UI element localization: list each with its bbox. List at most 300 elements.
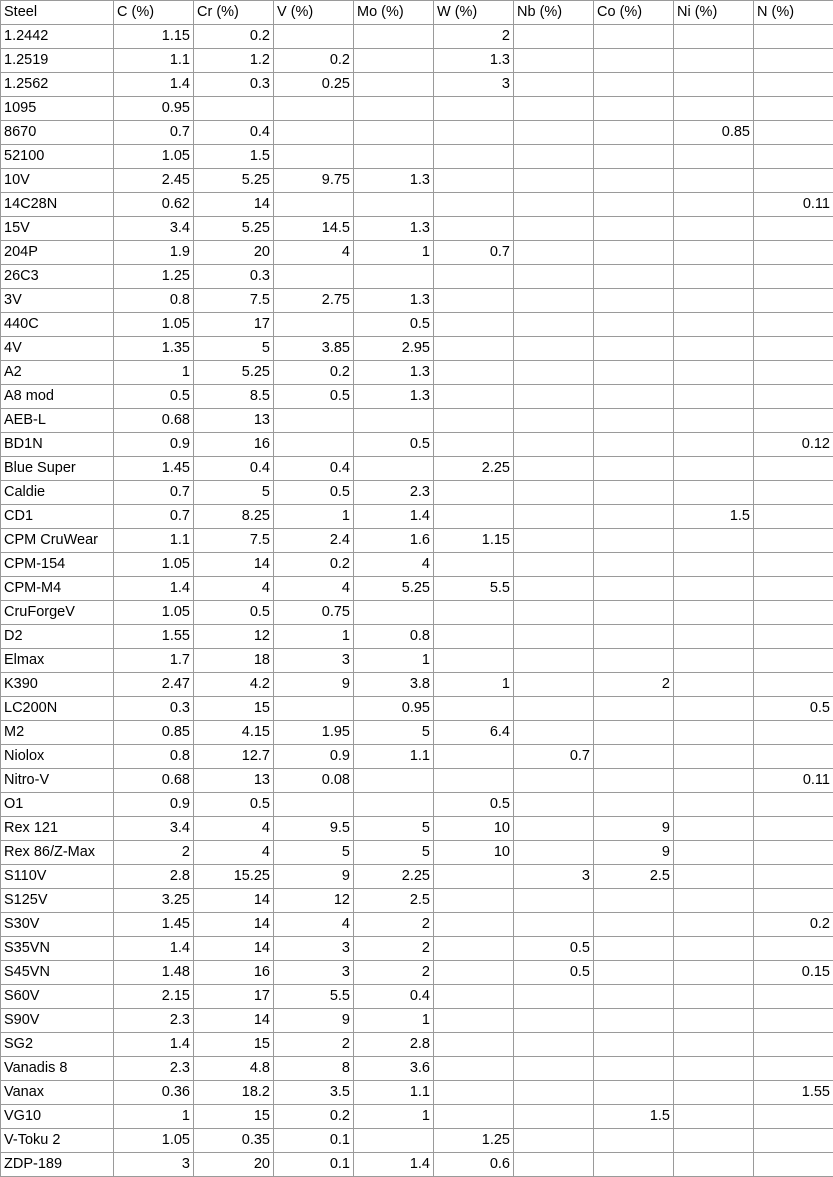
nickel-cell[interactable] [674,361,754,385]
niobium-cell[interactable] [514,193,594,217]
carbon-cell[interactable]: 1.7 [114,649,194,673]
tungsten-cell[interactable] [434,337,514,361]
chromium-cell[interactable]: 13 [194,769,274,793]
molybdenum-cell[interactable]: 1 [354,1009,434,1033]
nitrogen-cell[interactable] [754,985,833,1009]
niobium-cell[interactable] [514,553,594,577]
tungsten-cell[interactable] [434,145,514,169]
niobium-cell[interactable] [514,721,594,745]
vanadium-cell[interactable]: 0.4 [274,457,354,481]
carbon-cell[interactable]: 1.1 [114,529,194,553]
header-nickel[interactable]: Ni (%) [674,1,754,25]
header-chromium[interactable]: Cr (%) [194,1,274,25]
tungsten-cell[interactable] [434,553,514,577]
niobium-cell[interactable] [514,697,594,721]
cobalt-cell[interactable] [594,1057,674,1081]
tungsten-cell[interactable]: 10 [434,817,514,841]
nickel-cell[interactable] [674,433,754,457]
niobium-cell[interactable] [514,529,594,553]
nitrogen-cell[interactable] [754,673,833,697]
tungsten-cell[interactable]: 6.4 [434,721,514,745]
niobium-cell[interactable] [514,1057,594,1081]
niobium-cell[interactable] [514,817,594,841]
nitrogen-cell[interactable] [754,241,833,265]
vanadium-cell[interactable]: 2 [274,1033,354,1057]
chromium-cell[interactable]: 15 [194,1105,274,1129]
niobium-cell[interactable] [514,889,594,913]
tungsten-cell[interactable] [434,985,514,1009]
carbon-cell[interactable]: 1.48 [114,961,194,985]
molybdenum-cell[interactable]: 1.3 [354,361,434,385]
nitrogen-cell[interactable] [754,73,833,97]
niobium-cell[interactable] [514,1033,594,1057]
vanadium-cell[interactable]: 0.5 [274,385,354,409]
molybdenum-cell[interactable]: 0.8 [354,625,434,649]
steel-name-cell[interactable]: 15V [1,217,114,241]
nitrogen-cell[interactable] [754,217,833,241]
vanadium-cell[interactable]: 4 [274,241,354,265]
tungsten-cell[interactable] [434,505,514,529]
carbon-cell[interactable]: 1.45 [114,457,194,481]
cobalt-cell[interactable]: 2 [594,673,674,697]
nitrogen-cell[interactable] [754,25,833,49]
carbon-cell[interactable]: 1.05 [114,313,194,337]
chromium-cell[interactable] [194,97,274,121]
header-cobalt[interactable]: Co (%) [594,1,674,25]
nickel-cell[interactable] [674,337,754,361]
molybdenum-cell[interactable] [354,193,434,217]
niobium-cell[interactable] [514,793,594,817]
header-niobium[interactable]: Nb (%) [514,1,594,25]
cobalt-cell[interactable] [594,97,674,121]
cobalt-cell[interactable] [594,505,674,529]
molybdenum-cell[interactable]: 5.25 [354,577,434,601]
cobalt-cell[interactable] [594,409,674,433]
cobalt-cell[interactable] [594,25,674,49]
tungsten-cell[interactable] [434,601,514,625]
steel-name-cell[interactable]: CPM-M4 [1,577,114,601]
steel-name-cell[interactable]: V-Toku 2 [1,1129,114,1153]
cobalt-cell[interactable] [594,169,674,193]
niobium-cell[interactable] [514,121,594,145]
cobalt-cell[interactable] [594,889,674,913]
carbon-cell[interactable]: 1 [114,361,194,385]
tungsten-cell[interactable] [434,769,514,793]
chromium-cell[interactable]: 4 [194,841,274,865]
carbon-cell[interactable]: 0.7 [114,481,194,505]
nickel-cell[interactable] [674,961,754,985]
chromium-cell[interactable]: 17 [194,313,274,337]
cobalt-cell[interactable] [594,769,674,793]
carbon-cell[interactable]: 1.45 [114,913,194,937]
cobalt-cell[interactable] [594,649,674,673]
steel-name-cell[interactable]: 440C [1,313,114,337]
niobium-cell[interactable] [514,1153,594,1177]
nitrogen-cell[interactable]: 0.15 [754,961,833,985]
chromium-cell[interactable]: 15 [194,697,274,721]
molybdenum-cell[interactable]: 5 [354,817,434,841]
steel-name-cell[interactable]: S125V [1,889,114,913]
steel-name-cell[interactable]: A2 [1,361,114,385]
nitrogen-cell[interactable] [754,937,833,961]
nitrogen-cell[interactable]: 0.2 [754,913,833,937]
nitrogen-cell[interactable] [754,1129,833,1153]
steel-name-cell[interactable]: Vanadis 8 [1,1057,114,1081]
tungsten-cell[interactable] [434,937,514,961]
tungsten-cell[interactable] [434,1081,514,1105]
steel-name-cell[interactable]: S30V [1,913,114,937]
tungsten-cell[interactable] [434,913,514,937]
niobium-cell[interactable] [514,409,594,433]
cobalt-cell[interactable]: 1.5 [594,1105,674,1129]
cobalt-cell[interactable] [594,217,674,241]
vanadium-cell[interactable]: 0.1 [274,1153,354,1177]
vanadium-cell[interactable]: 1 [274,625,354,649]
steel-name-cell[interactable]: S60V [1,985,114,1009]
cobalt-cell[interactable] [594,1129,674,1153]
carbon-cell[interactable]: 0.7 [114,121,194,145]
niobium-cell[interactable] [514,337,594,361]
molybdenum-cell[interactable] [354,1129,434,1153]
chromium-cell[interactable]: 5 [194,481,274,505]
niobium-cell[interactable] [514,289,594,313]
niobium-cell[interactable] [514,985,594,1009]
steel-name-cell[interactable]: CruForgeV [1,601,114,625]
nickel-cell[interactable] [674,289,754,313]
cobalt-cell[interactable] [594,313,674,337]
vanadium-cell[interactable]: 3 [274,937,354,961]
steel-name-cell[interactable]: M2 [1,721,114,745]
nickel-cell[interactable] [674,49,754,73]
tungsten-cell[interactable]: 1.3 [434,49,514,73]
niobium-cell[interactable] [514,505,594,529]
vanadium-cell[interactable] [274,193,354,217]
molybdenum-cell[interactable]: 1.3 [354,385,434,409]
molybdenum-cell[interactable]: 1 [354,241,434,265]
vanadium-cell[interactable]: 0.2 [274,553,354,577]
vanadium-cell[interactable]: 12 [274,889,354,913]
molybdenum-cell[interactable]: 0.95 [354,697,434,721]
nitrogen-cell[interactable] [754,385,833,409]
vanadium-cell[interactable]: 3 [274,961,354,985]
carbon-cell[interactable]: 3.25 [114,889,194,913]
chromium-cell[interactable]: 0.4 [194,457,274,481]
carbon-cell[interactable]: 3.4 [114,217,194,241]
tungsten-cell[interactable] [434,265,514,289]
steel-name-cell[interactable]: S45VN [1,961,114,985]
molybdenum-cell[interactable]: 1.3 [354,217,434,241]
vanadium-cell[interactable] [274,313,354,337]
niobium-cell[interactable]: 0.5 [514,961,594,985]
molybdenum-cell[interactable] [354,457,434,481]
molybdenum-cell[interactable] [354,265,434,289]
vanadium-cell[interactable]: 2.75 [274,289,354,313]
carbon-cell[interactable]: 0.5 [114,385,194,409]
nickel-cell[interactable] [674,313,754,337]
carbon-cell[interactable]: 1.55 [114,625,194,649]
tungsten-cell[interactable] [434,1033,514,1057]
carbon-cell[interactable]: 1.05 [114,601,194,625]
steel-name-cell[interactable]: CD1 [1,505,114,529]
chromium-cell[interactable]: 14 [194,1009,274,1033]
cobalt-cell[interactable] [594,937,674,961]
nitrogen-cell[interactable] [754,649,833,673]
nickel-cell[interactable] [674,601,754,625]
nickel-cell[interactable] [674,793,754,817]
molybdenum-cell[interactable]: 5 [354,841,434,865]
chromium-cell[interactable]: 0.5 [194,793,274,817]
nitrogen-cell[interactable] [754,1033,833,1057]
vanadium-cell[interactable]: 0.5 [274,481,354,505]
vanadium-cell[interactable]: 2.4 [274,529,354,553]
nickel-cell[interactable] [674,889,754,913]
molybdenum-cell[interactable]: 2.5 [354,889,434,913]
steel-name-cell[interactable]: S110V [1,865,114,889]
molybdenum-cell[interactable] [354,409,434,433]
nitrogen-cell[interactable] [754,289,833,313]
cobalt-cell[interactable] [594,337,674,361]
steel-name-cell[interactable]: 14C28N [1,193,114,217]
nitrogen-cell[interactable] [754,97,833,121]
tungsten-cell[interactable] [434,697,514,721]
steel-name-cell[interactable]: 4V [1,337,114,361]
carbon-cell[interactable]: 0.9 [114,433,194,457]
nitrogen-cell[interactable] [754,121,833,145]
molybdenum-cell[interactable]: 0.5 [354,313,434,337]
carbon-cell[interactable]: 1.25 [114,265,194,289]
steel-name-cell[interactable]: S35VN [1,937,114,961]
nickel-cell[interactable] [674,217,754,241]
chromium-cell[interactable]: 20 [194,241,274,265]
niobium-cell[interactable] [514,1105,594,1129]
cobalt-cell[interactable] [594,385,674,409]
tungsten-cell[interactable] [434,865,514,889]
nitrogen-cell[interactable] [754,1105,833,1129]
steel-name-cell[interactable]: Rex 86/Z-Max [1,841,114,865]
nickel-cell[interactable] [674,817,754,841]
chromium-cell[interactable]: 0.3 [194,73,274,97]
carbon-cell[interactable]: 2.45 [114,169,194,193]
steel-name-cell[interactable]: O1 [1,793,114,817]
nickel-cell[interactable] [674,841,754,865]
molybdenum-cell[interactable]: 2.3 [354,481,434,505]
carbon-cell[interactable]: 0.8 [114,745,194,769]
carbon-cell[interactable]: 0.62 [114,193,194,217]
nickel-cell[interactable]: 0.85 [674,121,754,145]
nickel-cell[interactable] [674,1129,754,1153]
carbon-cell[interactable]: 3.4 [114,817,194,841]
vanadium-cell[interactable]: 9.75 [274,169,354,193]
carbon-cell[interactable]: 0.95 [114,97,194,121]
vanadium-cell[interactable]: 0.2 [274,49,354,73]
cobalt-cell[interactable] [594,457,674,481]
niobium-cell[interactable] [514,913,594,937]
steel-name-cell[interactable]: BD1N [1,433,114,457]
chromium-cell[interactable]: 4 [194,577,274,601]
cobalt-cell[interactable] [594,145,674,169]
nitrogen-cell[interactable]: 0.12 [754,433,833,457]
nitrogen-cell[interactable]: 0.5 [754,697,833,721]
carbon-cell[interactable]: 1.4 [114,937,194,961]
niobium-cell[interactable] [514,577,594,601]
nitrogen-cell[interactable]: 0.11 [754,769,833,793]
cobalt-cell[interactable]: 9 [594,817,674,841]
tungsten-cell[interactable] [434,1057,514,1081]
chromium-cell[interactable]: 1.5 [194,145,274,169]
tungsten-cell[interactable]: 3 [434,73,514,97]
nickel-cell[interactable] [674,1105,754,1129]
molybdenum-cell[interactable]: 2.95 [354,337,434,361]
tungsten-cell[interactable] [434,961,514,985]
tungsten-cell[interactable]: 0.7 [434,241,514,265]
vanadium-cell[interactable]: 1.95 [274,721,354,745]
niobium-cell[interactable] [514,1081,594,1105]
molybdenum-cell[interactable]: 3.6 [354,1057,434,1081]
nickel-cell[interactable] [674,577,754,601]
carbon-cell[interactable]: 1.4 [114,577,194,601]
nickel-cell[interactable] [674,529,754,553]
nitrogen-cell[interactable]: 0.11 [754,193,833,217]
steel-name-cell[interactable]: LC200N [1,697,114,721]
tungsten-cell[interactable] [434,481,514,505]
chromium-cell[interactable]: 12 [194,625,274,649]
nickel-cell[interactable] [674,673,754,697]
tungsten-cell[interactable] [434,649,514,673]
molybdenum-cell[interactable] [354,769,434,793]
steel-name-cell[interactable]: Elmax [1,649,114,673]
molybdenum-cell[interactable] [354,73,434,97]
cobalt-cell[interactable] [594,1081,674,1105]
tungsten-cell[interactable]: 2.25 [434,457,514,481]
molybdenum-cell[interactable] [354,97,434,121]
niobium-cell[interactable] [514,601,594,625]
steel-name-cell[interactable]: 3V [1,289,114,313]
nickel-cell[interactable] [674,1057,754,1081]
nitrogen-cell[interactable] [754,457,833,481]
steel-name-cell[interactable]: ZDP-189 [1,1153,114,1177]
tungsten-cell[interactable]: 1.15 [434,529,514,553]
nickel-cell[interactable] [674,649,754,673]
vanadium-cell[interactable]: 14.5 [274,217,354,241]
tungsten-cell[interactable] [434,1105,514,1129]
molybdenum-cell[interactable]: 1.4 [354,505,434,529]
vanadium-cell[interactable] [274,433,354,457]
steel-name-cell[interactable]: SG2 [1,1033,114,1057]
steel-name-cell[interactable]: 1095 [1,97,114,121]
cobalt-cell[interactable] [594,793,674,817]
nickel-cell[interactable] [674,241,754,265]
nitrogen-cell[interactable] [754,361,833,385]
chromium-cell[interactable]: 5 [194,337,274,361]
nitrogen-cell[interactable] [754,625,833,649]
nitrogen-cell[interactable] [754,409,833,433]
niobium-cell[interactable] [514,265,594,289]
carbon-cell[interactable]: 0.8 [114,289,194,313]
cobalt-cell[interactable] [594,481,674,505]
nitrogen-cell[interactable] [754,601,833,625]
steel-name-cell[interactable]: Niolox [1,745,114,769]
steel-name-cell[interactable]: K390 [1,673,114,697]
cobalt-cell[interactable] [594,601,674,625]
nickel-cell[interactable] [674,409,754,433]
header-nitrogen[interactable]: N (%) [754,1,833,25]
vanadium-cell[interactable]: 9.5 [274,817,354,841]
nitrogen-cell[interactable] [754,505,833,529]
niobium-cell[interactable] [514,313,594,337]
nickel-cell[interactable] [674,865,754,889]
nickel-cell[interactable] [674,937,754,961]
nitrogen-cell[interactable] [754,721,833,745]
nickel-cell[interactable] [674,745,754,769]
niobium-cell[interactable] [514,169,594,193]
nickel-cell[interactable] [674,25,754,49]
carbon-cell[interactable]: 0.85 [114,721,194,745]
carbon-cell[interactable]: 2.3 [114,1057,194,1081]
steel-name-cell[interactable]: Vanax [1,1081,114,1105]
header-molybdenum[interactable]: Mo (%) [354,1,434,25]
nitrogen-cell[interactable] [754,337,833,361]
nickel-cell[interactable] [674,265,754,289]
tungsten-cell[interactable] [434,1009,514,1033]
steel-name-cell[interactable]: Blue Super [1,457,114,481]
tungsten-cell[interactable]: 1 [434,673,514,697]
nickel-cell[interactable] [674,985,754,1009]
chromium-cell[interactable]: 16 [194,961,274,985]
cobalt-cell[interactable] [594,697,674,721]
nickel-cell[interactable] [674,1009,754,1033]
cobalt-cell[interactable] [594,361,674,385]
molybdenum-cell[interactable]: 3.8 [354,673,434,697]
nitrogen-cell[interactable] [754,169,833,193]
molybdenum-cell[interactable]: 2.8 [354,1033,434,1057]
steel-name-cell[interactable]: 52100 [1,145,114,169]
carbon-cell[interactable]: 1.4 [114,1033,194,1057]
tungsten-cell[interactable]: 2 [434,25,514,49]
chromium-cell[interactable]: 18 [194,649,274,673]
molybdenum-cell[interactable] [354,601,434,625]
steel-name-cell[interactable]: Rex 121 [1,817,114,841]
chromium-cell[interactable]: 13 [194,409,274,433]
molybdenum-cell[interactable]: 1.1 [354,745,434,769]
vanadium-cell[interactable] [274,265,354,289]
nitrogen-cell[interactable] [754,313,833,337]
vanadium-cell[interactable]: 3.85 [274,337,354,361]
carbon-cell[interactable]: 2.8 [114,865,194,889]
tungsten-cell[interactable] [434,361,514,385]
carbon-cell[interactable]: 2 [114,841,194,865]
cobalt-cell[interactable] [594,49,674,73]
chromium-cell[interactable]: 7.5 [194,289,274,313]
chromium-cell[interactable]: 14 [194,913,274,937]
molybdenum-cell[interactable]: 1.6 [354,529,434,553]
vanadium-cell[interactable]: 9 [274,673,354,697]
molybdenum-cell[interactable]: 2 [354,913,434,937]
niobium-cell[interactable] [514,241,594,265]
niobium-cell[interactable] [514,1009,594,1033]
nitrogen-cell[interactable] [754,793,833,817]
chromium-cell[interactable]: 0.35 [194,1129,274,1153]
nitrogen-cell[interactable] [754,1009,833,1033]
carbon-cell[interactable]: 2.3 [114,1009,194,1033]
cobalt-cell[interactable] [594,73,674,97]
nickel-cell[interactable] [674,625,754,649]
chromium-cell[interactable]: 18.2 [194,1081,274,1105]
tungsten-cell[interactable]: 1.25 [434,1129,514,1153]
tungsten-cell[interactable] [434,745,514,769]
vanadium-cell[interactable] [274,697,354,721]
vanadium-cell[interactable]: 1 [274,505,354,529]
chromium-cell[interactable]: 15 [194,1033,274,1057]
